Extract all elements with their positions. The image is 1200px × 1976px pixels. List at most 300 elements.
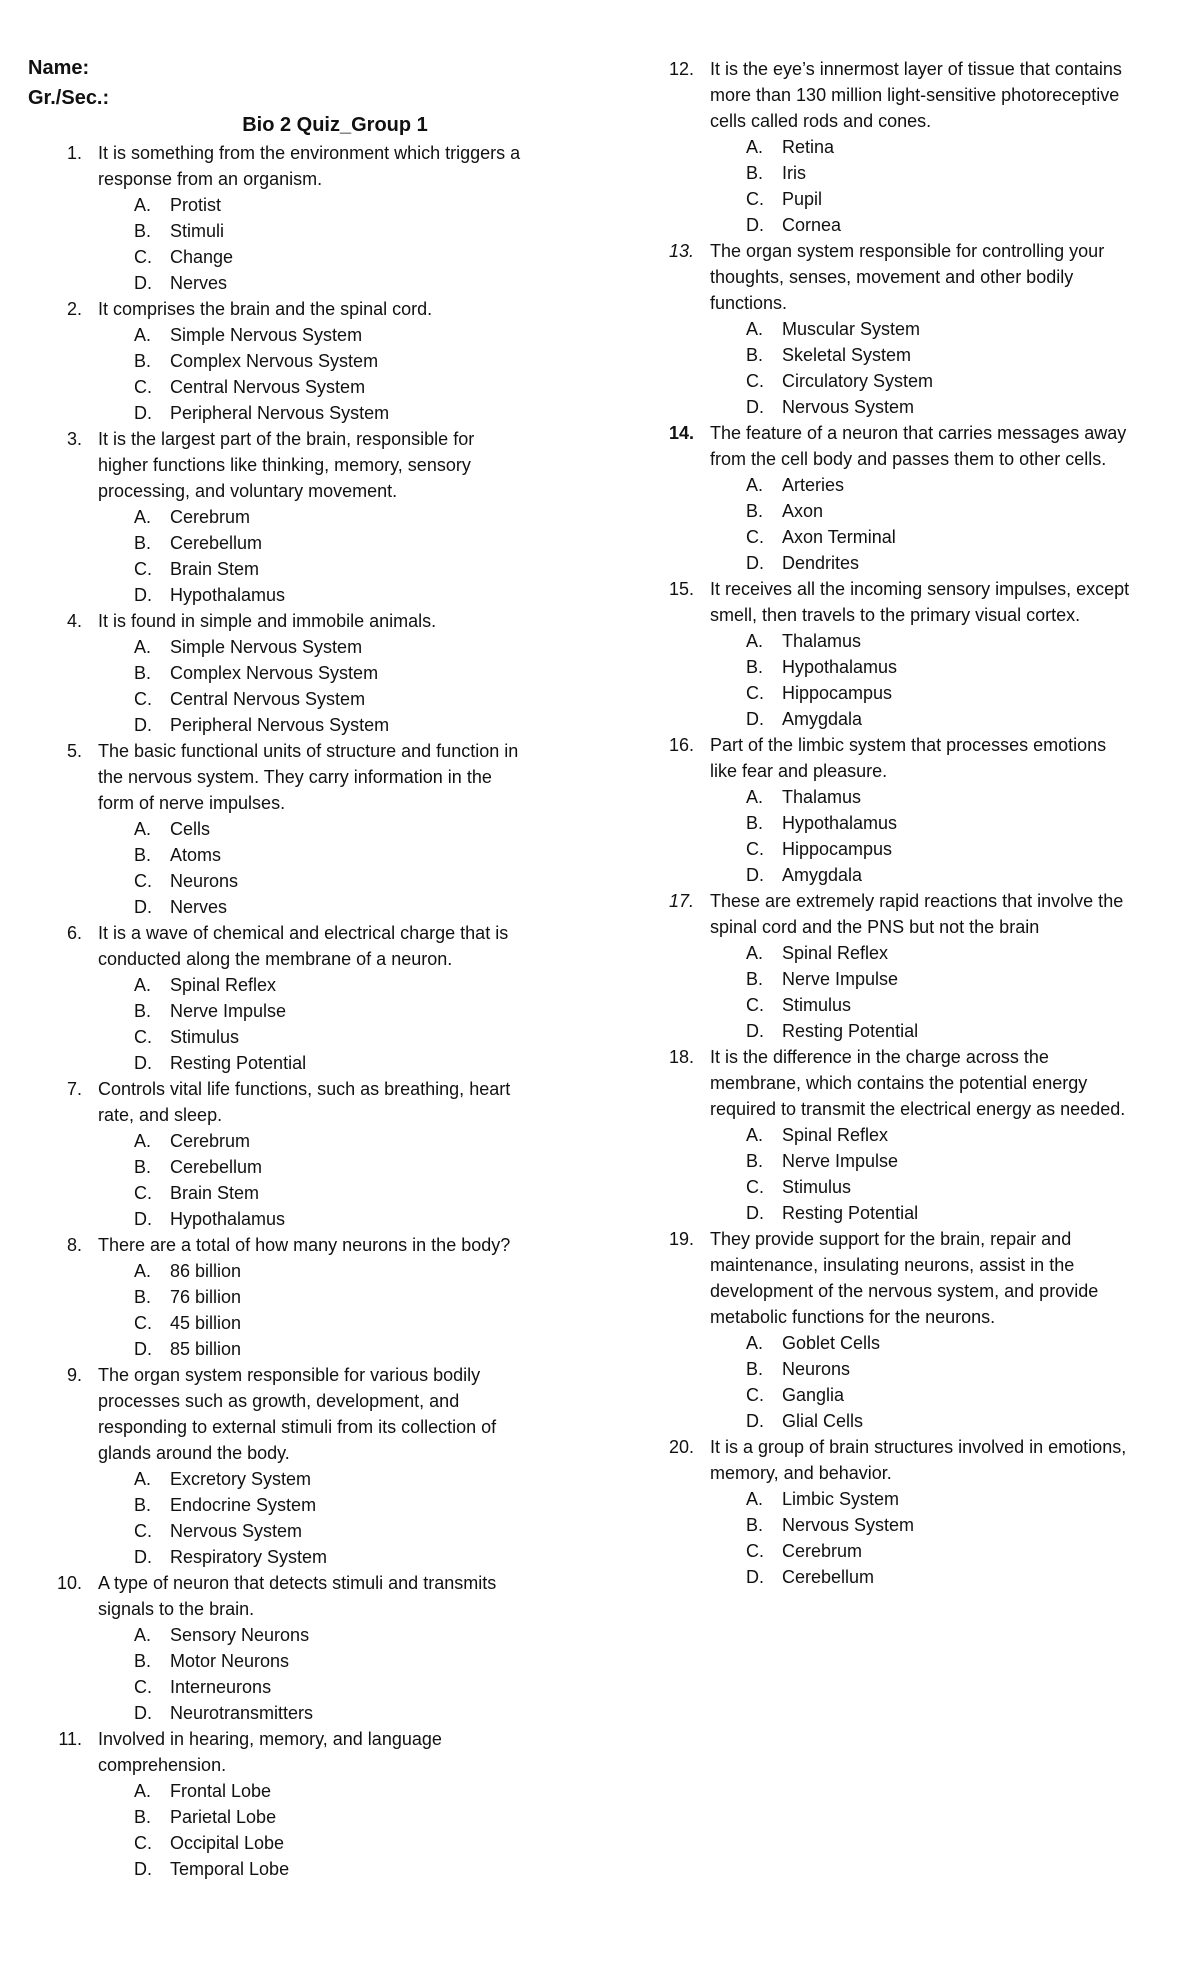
question-16 xyxy=(612,732,1200,888)
question-5 xyxy=(0,738,600,920)
option-letter: A. xyxy=(134,195,152,215)
answer-option xyxy=(612,472,1200,498)
answer-option xyxy=(0,218,600,244)
option-letter: D. xyxy=(746,1567,764,1587)
option-letter: D. xyxy=(134,273,152,293)
answer-option xyxy=(0,634,600,660)
answer-option xyxy=(0,192,600,218)
option-letter: C. xyxy=(134,1313,152,1333)
answer-option xyxy=(0,1622,600,1648)
option-letter: B. xyxy=(746,657,764,677)
question-12 xyxy=(612,56,1200,238)
answer-option xyxy=(0,1674,600,1700)
answer-option xyxy=(0,1024,600,1050)
answer-option xyxy=(612,550,1200,576)
option-text: Hypothalamus xyxy=(170,1209,286,1229)
option-text: Complex Nervous System xyxy=(170,663,379,683)
question-text: It is found in simple and immobile animals. xyxy=(98,611,437,631)
answer-option xyxy=(0,1258,600,1284)
option-letter: B. xyxy=(134,1001,152,1021)
question-number: 14. xyxy=(668,423,694,443)
question-text: It comprises the brain and the spinal cord. xyxy=(98,299,433,319)
question-text: Part of the limbic system that processes emotions like fear and pleasure. xyxy=(710,735,1107,781)
option-letter: A. xyxy=(134,1781,152,1801)
option-letter: B. xyxy=(134,351,152,371)
option-letter: D. xyxy=(134,1339,152,1359)
option-text: Occipital Lobe xyxy=(170,1833,285,1853)
option-letter: C. xyxy=(746,995,764,1015)
option-text: Thalamus xyxy=(782,787,862,807)
answer-option xyxy=(612,706,1200,732)
option-letter: C. xyxy=(746,1541,764,1561)
question-text: The feature of a neuron that carries messages away from the cell body and passes them to other cells. xyxy=(710,423,1127,469)
option-text: Brain Stem xyxy=(170,559,260,579)
option-letter: A. xyxy=(746,787,764,807)
option-letter: B. xyxy=(746,345,764,365)
question-text: There are a total of how many neurons in the body? xyxy=(98,1235,511,1255)
option-letter: C. xyxy=(134,871,152,891)
question-number: 3. xyxy=(66,429,82,449)
option-text: Cerebellum xyxy=(782,1567,875,1587)
option-text: Cerebellum xyxy=(170,1157,263,1177)
option-text: 76 billion xyxy=(170,1287,242,1307)
answer-option xyxy=(0,972,600,998)
option-letter: A. xyxy=(746,631,764,651)
option-letter: D. xyxy=(746,1021,764,1041)
answer-option xyxy=(0,556,600,582)
option-letter: B. xyxy=(134,845,152,865)
question-number: 8. xyxy=(66,1235,82,1255)
option-text: Spinal Reflex xyxy=(782,943,889,963)
answer-option xyxy=(0,1206,600,1232)
option-letter: D. xyxy=(134,1703,152,1723)
answer-option xyxy=(0,348,600,374)
answer-option xyxy=(0,400,600,426)
option-letter: A. xyxy=(134,637,152,657)
question-1 xyxy=(0,140,600,296)
question-number: 18. xyxy=(668,1047,694,1067)
answer-option xyxy=(612,1408,1200,1434)
answer-option xyxy=(0,1648,600,1674)
answer-options xyxy=(0,504,600,608)
option-text: Stimulus xyxy=(170,1027,240,1047)
option-letter: C. xyxy=(134,689,152,709)
option-text: Nerve Impulse xyxy=(170,1001,287,1021)
question-9 xyxy=(0,1362,600,1570)
question-number: 12. xyxy=(668,59,694,79)
option-text: Pupil xyxy=(782,189,823,209)
option-text: Stimulus xyxy=(782,995,852,1015)
answer-option xyxy=(0,270,600,296)
option-letter: A. xyxy=(134,1131,152,1151)
option-text: 86 billion xyxy=(170,1261,242,1281)
option-text: Muscular System xyxy=(782,319,921,339)
question-4 xyxy=(0,608,600,738)
option-letter: D. xyxy=(134,897,152,917)
option-text: Nerve Impulse xyxy=(782,1151,899,1171)
answer-option xyxy=(612,1564,1200,1590)
answer-options xyxy=(0,1778,600,1882)
question-15 xyxy=(612,576,1200,732)
grade-section-label: Gr./Sec.: xyxy=(28,87,110,109)
question-number: 7. xyxy=(66,1079,82,1099)
answer-option xyxy=(612,654,1200,680)
option-letter: A. xyxy=(134,1625,152,1645)
option-text: Retina xyxy=(782,137,835,157)
question-number: 10. xyxy=(56,1573,82,1593)
answer-option xyxy=(0,1180,600,1206)
option-letter: C. xyxy=(134,1027,152,1047)
option-text: Stimulus xyxy=(782,1177,852,1197)
question-number: 9. xyxy=(66,1365,82,1385)
option-text: Nervous System xyxy=(170,1521,303,1541)
option-text: Neurons xyxy=(170,871,239,891)
option-letter: A. xyxy=(746,475,764,495)
answer-options xyxy=(612,472,1200,576)
answer-option xyxy=(0,374,600,400)
answer-options xyxy=(612,1486,1200,1590)
answer-option xyxy=(0,1154,600,1180)
option-letter: A. xyxy=(746,943,764,963)
option-text: Ganglia xyxy=(782,1385,845,1405)
option-letter: B. xyxy=(746,501,764,521)
answer-option xyxy=(612,992,1200,1018)
answer-option xyxy=(0,1856,600,1882)
option-text: Nerves xyxy=(170,273,228,293)
option-text: 85 billion xyxy=(170,1339,242,1359)
option-letter: C. xyxy=(134,1521,152,1541)
question-text: It is something from the environment which triggers a response from an organism. xyxy=(98,143,521,189)
answer-option xyxy=(0,1518,600,1544)
option-letter: B. xyxy=(746,813,764,833)
option-letter: C. xyxy=(746,371,764,391)
question-number: 1. xyxy=(66,143,82,163)
option-text: Cornea xyxy=(782,215,842,235)
answer-option xyxy=(0,712,600,738)
question-2 xyxy=(0,296,600,426)
option-letter: D. xyxy=(134,1209,152,1229)
answer-option xyxy=(612,1512,1200,1538)
question-number: 15. xyxy=(668,579,694,599)
option-text: Nervous System xyxy=(782,1515,915,1535)
option-letter: D. xyxy=(746,397,764,417)
answer-option xyxy=(0,868,600,894)
option-text: Axon xyxy=(782,501,824,521)
answer-option xyxy=(0,1284,600,1310)
answer-option xyxy=(0,582,600,608)
answer-option xyxy=(0,322,600,348)
right-column xyxy=(612,56,1200,1590)
question-text: Involved in hearing, memory, and language comprehension. xyxy=(98,1729,442,1775)
answer-option xyxy=(0,894,600,920)
question-number: 5. xyxy=(66,741,82,761)
question-8 xyxy=(0,1232,600,1362)
question-7 xyxy=(0,1076,600,1232)
option-text: Stimuli xyxy=(170,221,225,241)
option-text: Peripheral Nervous System xyxy=(170,715,390,735)
left-column xyxy=(0,140,600,1882)
option-letter: D. xyxy=(746,865,764,885)
answer-option xyxy=(612,680,1200,706)
question-number: 11. xyxy=(58,1729,82,1749)
answer-option xyxy=(0,1778,600,1804)
option-letter: A. xyxy=(134,1469,152,1489)
option-text: Parietal Lobe xyxy=(170,1807,277,1827)
question-text: They provide support for the brain, repair and maintenance, insulating neurons, assist in the development of the nervous system, and provide metabolic functions for the neurons. xyxy=(710,1229,1099,1327)
answer-option xyxy=(0,816,600,842)
option-letter: B. xyxy=(746,1151,764,1171)
answer-option xyxy=(612,212,1200,238)
option-letter: A. xyxy=(746,1489,764,1509)
option-text: Central Nervous System xyxy=(170,689,366,709)
option-letter: D. xyxy=(134,1053,152,1073)
answer-option xyxy=(0,686,600,712)
option-text: Cerebrum xyxy=(170,507,251,527)
option-letter: A. xyxy=(746,1333,764,1353)
option-letter: C. xyxy=(134,247,152,267)
option-letter: A. xyxy=(134,507,152,527)
option-letter: C. xyxy=(746,189,764,209)
option-letter: B. xyxy=(134,1287,152,1307)
option-letter: B. xyxy=(746,1515,764,1535)
option-letter: D. xyxy=(746,1203,764,1223)
option-letter: C. xyxy=(746,527,764,547)
question-text: It is the largest part of the brain, responsible for higher functions like thinking, memory, sensory processing, and voluntary movement. xyxy=(98,429,475,501)
option-text: Goblet Cells xyxy=(782,1333,881,1353)
answer-option xyxy=(612,784,1200,810)
option-text: Hypothalamus xyxy=(782,813,898,833)
question-number: 13. xyxy=(668,241,694,261)
question-3 xyxy=(0,426,600,608)
option-text: Brain Stem xyxy=(170,1183,260,1203)
answer-option xyxy=(612,1538,1200,1564)
answer-options xyxy=(0,1622,600,1726)
option-text: Hypothalamus xyxy=(782,657,898,677)
question-17 xyxy=(612,888,1200,1044)
answer-option xyxy=(612,1382,1200,1408)
question-text: It is a group of brain structures involved in emotions, memory, and behavior. xyxy=(710,1437,1127,1483)
question-number: 6. xyxy=(66,923,82,943)
option-letter: C. xyxy=(746,1385,764,1405)
answer-options xyxy=(0,192,600,296)
option-text: Spinal Reflex xyxy=(782,1125,889,1145)
answer-options xyxy=(612,628,1200,732)
option-letter: A. xyxy=(746,319,764,339)
answer-option xyxy=(612,1174,1200,1200)
option-letter: A. xyxy=(134,325,152,345)
option-text: Hippocampus xyxy=(782,683,893,703)
question-text: A type of neuron that detects stimuli and transmits signals to the brain. xyxy=(98,1573,497,1619)
option-text: Amygdala xyxy=(782,865,863,885)
answer-option xyxy=(0,1466,600,1492)
option-text: Skeletal System xyxy=(782,345,912,365)
option-letter: C. xyxy=(746,839,764,859)
answer-options xyxy=(0,322,600,426)
option-letter: B. xyxy=(134,1157,152,1177)
option-text: Hypothalamus xyxy=(170,585,286,605)
answer-option xyxy=(0,1310,600,1336)
question-text: It receives all the incoming sensory impulses, except smell, then travels to the primary visual cortex. xyxy=(710,579,1130,625)
option-letter: C. xyxy=(134,1677,152,1697)
option-text: Temporal Lobe xyxy=(170,1859,290,1879)
option-text: Nerves xyxy=(170,897,228,917)
answer-option xyxy=(612,368,1200,394)
answer-options xyxy=(0,816,600,920)
option-text: Frontal Lobe xyxy=(170,1781,272,1801)
question-text: The organ system responsible for controlling your thoughts, senses, movement and other bodily functions. xyxy=(710,241,1105,313)
option-letter: B. xyxy=(746,969,764,989)
option-letter: D. xyxy=(746,553,764,573)
answer-option xyxy=(612,1148,1200,1174)
option-text: Circulatory System xyxy=(782,371,934,391)
option-letter: C. xyxy=(134,1183,152,1203)
option-text: Motor Neurons xyxy=(170,1651,290,1671)
answer-option xyxy=(612,498,1200,524)
answer-options xyxy=(612,784,1200,888)
answer-option xyxy=(0,998,600,1024)
option-letter: B. xyxy=(746,1359,764,1379)
option-letter: B. xyxy=(134,533,152,553)
option-text: Endocrine System xyxy=(170,1495,317,1515)
question-text: It is a wave of chemical and electrical charge that is conducted along the membrane of a neuron. xyxy=(98,923,509,969)
option-text: Central Nervous System xyxy=(170,377,366,397)
option-text: Thalamus xyxy=(782,631,862,651)
answer-options xyxy=(0,972,600,1076)
option-text: Arteries xyxy=(782,475,845,495)
option-letter: C. xyxy=(746,1177,764,1197)
option-text: Cells xyxy=(170,819,211,839)
answer-option xyxy=(0,1544,600,1570)
answer-option xyxy=(0,1050,600,1076)
answer-option xyxy=(0,1336,600,1362)
answer-options xyxy=(0,1128,600,1232)
answer-option xyxy=(0,1804,600,1830)
option-text: Iris xyxy=(782,163,806,183)
option-text: Limbic System xyxy=(782,1489,900,1509)
option-text: Simple Nervous System xyxy=(170,325,363,345)
option-text: Respiratory System xyxy=(170,1547,328,1567)
option-letter: B. xyxy=(134,221,152,241)
answer-option xyxy=(612,810,1200,836)
option-letter: A. xyxy=(746,137,764,157)
option-text: Interneurons xyxy=(170,1677,272,1697)
option-text: Atoms xyxy=(170,845,222,865)
option-letter: B. xyxy=(134,1807,152,1827)
question-11 xyxy=(0,1726,600,1882)
option-text: Excretory System xyxy=(170,1469,312,1489)
option-text: Hippocampus xyxy=(782,839,893,859)
answer-option xyxy=(612,862,1200,888)
answer-option xyxy=(0,660,600,686)
answer-option xyxy=(612,1122,1200,1148)
option-text: Dendrites xyxy=(782,553,860,573)
answer-option xyxy=(0,1492,600,1518)
option-text: Change xyxy=(170,247,234,267)
option-letter: A. xyxy=(134,975,152,995)
option-text: Amygdala xyxy=(782,709,863,729)
answer-option xyxy=(0,1700,600,1726)
option-letter: C. xyxy=(134,559,152,579)
answer-options xyxy=(0,1466,600,1570)
answer-option xyxy=(612,160,1200,186)
question-text: Controls vital life functions, such as breathing, heart rate, and sleep. xyxy=(98,1079,511,1125)
answer-option xyxy=(0,1128,600,1154)
question-19 xyxy=(612,1226,1200,1434)
answer-option xyxy=(612,1486,1200,1512)
question-number: 16. xyxy=(668,735,694,755)
option-letter: B. xyxy=(746,163,764,183)
quiz-title: Bio 2 Quiz_Group 1 xyxy=(242,114,428,136)
answer-options xyxy=(612,316,1200,420)
option-text: Complex Nervous System xyxy=(170,351,379,371)
answer-option xyxy=(612,940,1200,966)
option-text: Simple Nervous System xyxy=(170,637,363,657)
question-text: The organ system responsible for various bodily processes such as growth, development, and responding to external stimuli from its collection of glands around the body. xyxy=(98,1365,497,1463)
option-text: Protist xyxy=(170,195,222,215)
option-text: Glial Cells xyxy=(782,1411,864,1431)
question-number: 2. xyxy=(66,299,82,319)
option-text: Peripheral Nervous System xyxy=(170,403,390,423)
question-number: 4. xyxy=(66,611,82,631)
option-letter: D. xyxy=(134,403,152,423)
option-text: Spinal Reflex xyxy=(170,975,277,995)
question-text: The basic functional units of structure and function in the nervous system. They carry information in the form of nerve impulses. xyxy=(98,741,519,813)
option-text: Cerebellum xyxy=(170,533,263,553)
answer-options xyxy=(612,1330,1200,1434)
answer-option xyxy=(0,842,600,868)
question-text: These are extremely rapid reactions that involve the spinal cord and the PNS but not the brain xyxy=(710,891,1124,937)
answer-option xyxy=(0,244,600,270)
option-letter: A. xyxy=(746,1125,764,1145)
answer-options xyxy=(0,1258,600,1362)
option-text: Resting Potential xyxy=(782,1021,919,1041)
answer-option xyxy=(612,524,1200,550)
question-number: 20. xyxy=(668,1437,694,1457)
option-letter: B. xyxy=(134,1495,152,1515)
answer-option xyxy=(612,316,1200,342)
option-letter: A. xyxy=(134,1261,152,1281)
option-letter: D. xyxy=(134,1859,152,1879)
question-6 xyxy=(0,920,600,1076)
question-10 xyxy=(0,1570,600,1726)
answer-options xyxy=(612,940,1200,1044)
question-number: 17. xyxy=(668,891,694,911)
name-label: Name: xyxy=(28,57,90,79)
option-text: Sensory Neurons xyxy=(170,1625,310,1645)
option-text: Neurons xyxy=(782,1359,851,1379)
answer-option xyxy=(612,1200,1200,1226)
answer-option xyxy=(612,1356,1200,1382)
question-text: It is the difference in the charge across the membrane, which contains the potential energy required to transmit the electrical energy as needed. xyxy=(710,1047,1126,1119)
question-number: 19. xyxy=(668,1229,694,1249)
option-text: Neurotransmitters xyxy=(170,1703,314,1723)
option-letter: D. xyxy=(746,1411,764,1431)
option-letter: D. xyxy=(134,585,152,605)
answer-option xyxy=(612,186,1200,212)
question-20 xyxy=(612,1434,1200,1590)
answer-option xyxy=(612,836,1200,862)
option-letter: C. xyxy=(746,683,764,703)
option-letter: D. xyxy=(746,215,764,235)
option-text: Nervous System xyxy=(782,397,915,417)
answer-options xyxy=(612,134,1200,238)
answer-option xyxy=(612,628,1200,654)
option-text: Cerebrum xyxy=(782,1541,863,1561)
option-text: Nerve Impulse xyxy=(782,969,899,989)
answer-option xyxy=(0,504,600,530)
answer-option xyxy=(612,1330,1200,1356)
option-text: Cerebrum xyxy=(170,1131,251,1151)
